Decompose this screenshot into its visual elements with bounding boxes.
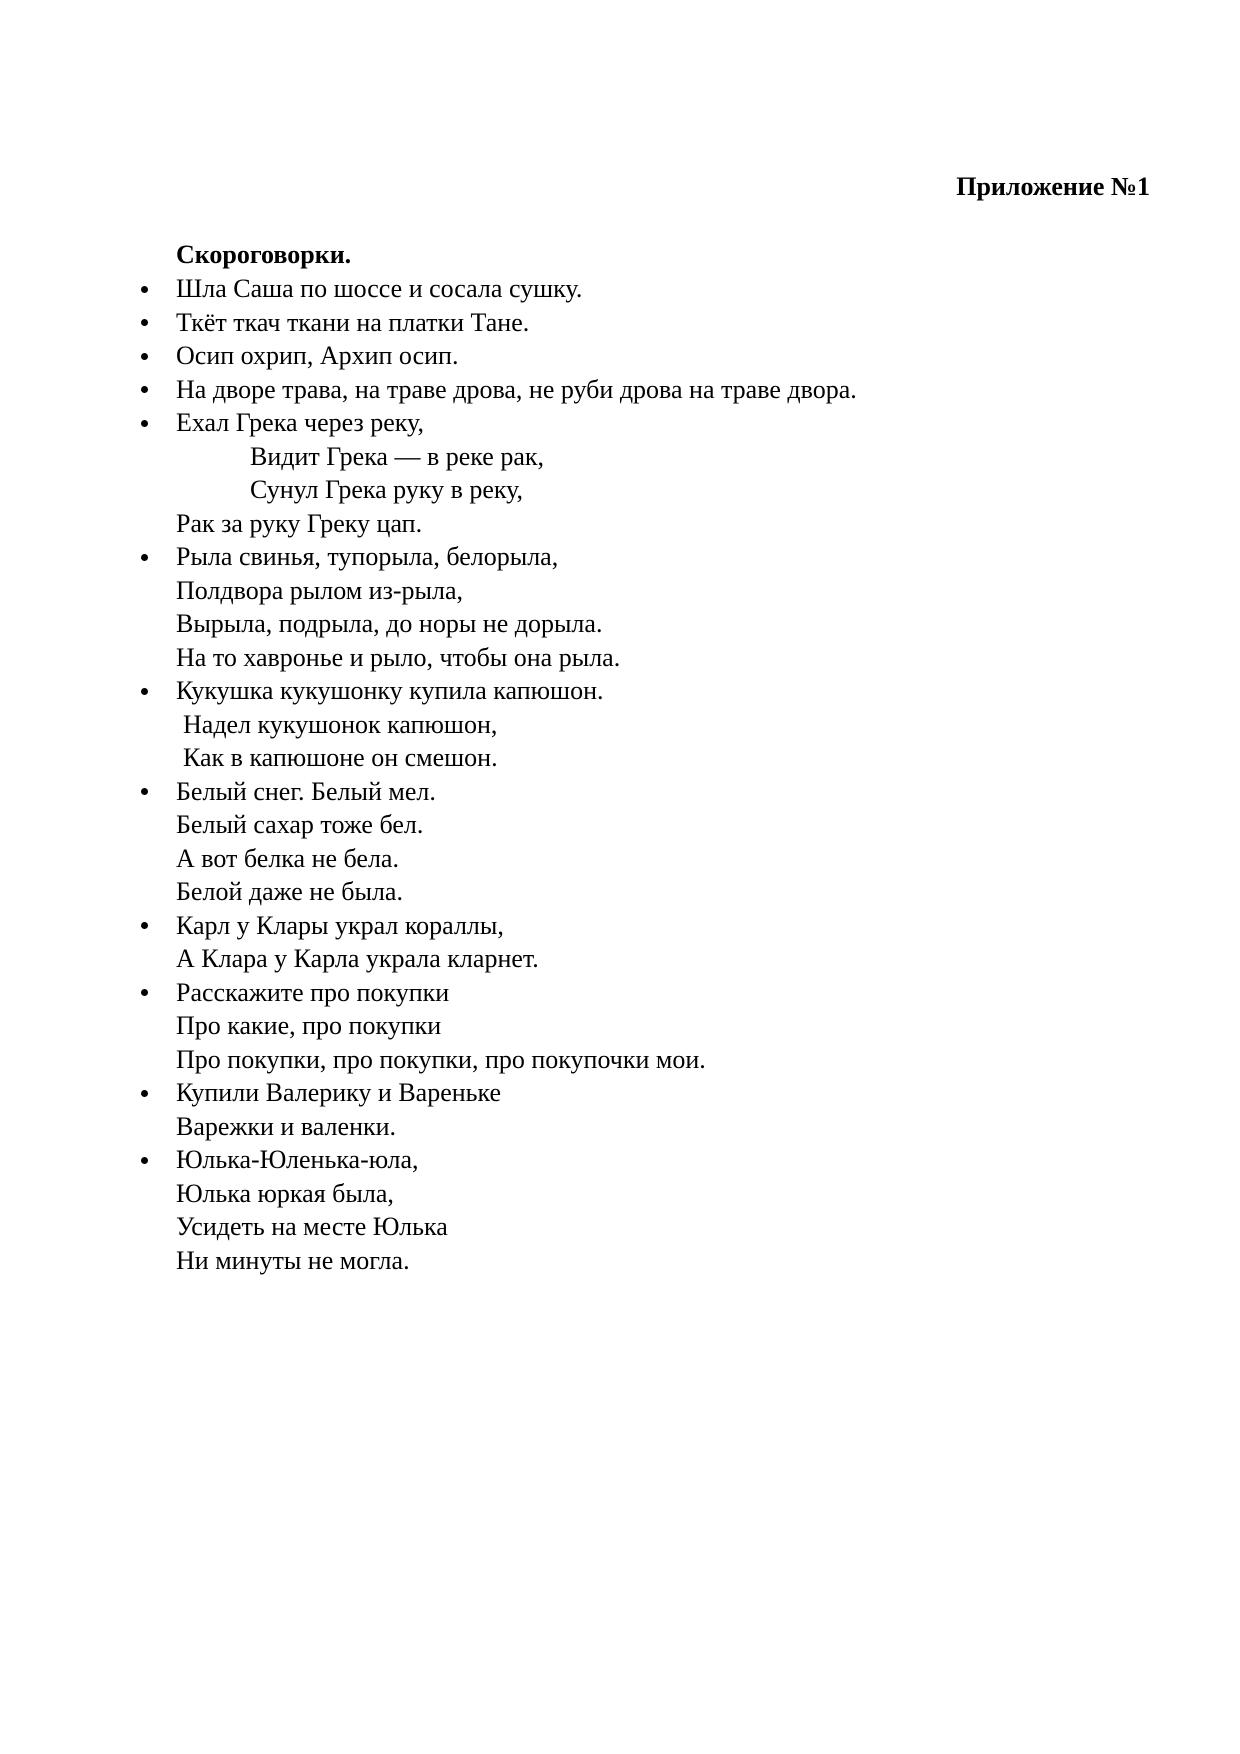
bullet-icon [138, 1076, 150, 1110]
poem-line: Усидеть на месте Юлька [176, 1212, 448, 1241]
poem-line: Купили Валерику и Вареньке [176, 1078, 502, 1107]
poem-line: Полдвора рылом из-рыла, [176, 575, 464, 605]
bullet-icon [138, 272, 150, 306]
tongue-twister-item [0, 373, 1240, 407]
poem-line: Сунул Грека руку в реку, [250, 475, 524, 504]
poem-line: Ткёт ткач ткани на платки Тане. [176, 307, 530, 337]
bullet-icon [138, 909, 150, 943]
poem-line: Ехал Грека через реку, [176, 408, 424, 437]
tongue-twister-item [0, 1076, 1240, 1143]
poem-line: Шла Саша по шоссе и сосала сушку. [176, 274, 583, 303]
bullet-icon [138, 339, 150, 373]
poem-line: Варежки и валенки. [176, 1111, 397, 1141]
poem-line: На то хавронье и рыло, чтобы она рыла. [176, 642, 621, 672]
tongue-twister-item [0, 674, 1240, 775]
poem-line: Карл у Клары украл кораллы, [176, 910, 504, 940]
tongue-twister-item [0, 909, 1240, 976]
appendix-title: Приложение №1 [956, 172, 1150, 201]
poem-line: На дворе трава, на траве дрова, не руби дрова на траве двора. [176, 374, 857, 404]
poem-line: Белый снег. Белый мел. [176, 776, 436, 806]
bullet-icon [138, 976, 150, 1010]
bullet-icon [138, 306, 150, 340]
tongue-twister-item [0, 1143, 1240, 1277]
tongue-twister-list [0, 272, 1240, 1277]
tongue-twister-item [0, 775, 1240, 909]
poem-line: Осип охрип, Архип осип. [176, 341, 459, 370]
bullet-icon [138, 540, 150, 574]
poem-line: Белой даже не была. [176, 877, 403, 906]
poem-line: Ни минуты не могла. [176, 1245, 410, 1275]
poem-line: Как в капюшоне он смешон. [183, 743, 498, 772]
section-title: Скороговорки. [176, 240, 352, 269]
poem-line: Надел кукушонок капюшон, [183, 709, 498, 739]
poem-line: Рак за руку Греку цап. [176, 508, 423, 538]
tongue-twister-item [0, 306, 1240, 340]
poem-line: Юлька юркая была, [176, 1178, 394, 1208]
bullet-icon [138, 674, 150, 708]
tongue-twister-item [0, 339, 1240, 373]
bullet-icon [138, 406, 150, 440]
poem-line: Рыла свинья, тупорыла, белорыла, [176, 542, 559, 571]
poem-line: А Клара у Карла украла кларнет. [176, 944, 539, 973]
bullet-icon [138, 373, 150, 407]
poem-line: Белый сахар тоже бел. [176, 810, 424, 839]
poem-line: Видит Грека — в реке рак, [250, 441, 544, 471]
poem-line: Расскажите про покупки [176, 977, 450, 1007]
poem-line: Кукушка кукушонку купила капюшон. [176, 676, 604, 705]
poem-line: А вот белка не бела. [176, 843, 399, 873]
poem-line: Юлька-Юленька-юла, [176, 1145, 419, 1174]
bullet-icon [138, 775, 150, 809]
poem-line: Вырыла, подрыла, до норы не дорыла. [176, 609, 603, 638]
poem-line: Про покупки, про покупки, про покупочки мои. [176, 1044, 706, 1074]
tongue-twister-item [0, 540, 1240, 674]
tongue-twister-item [0, 272, 1240, 306]
poem-line: Про какие, про покупки [176, 1011, 442, 1040]
tongue-twister-item [0, 976, 1240, 1077]
bullet-icon [138, 1143, 150, 1177]
tongue-twister-item [0, 406, 1240, 540]
